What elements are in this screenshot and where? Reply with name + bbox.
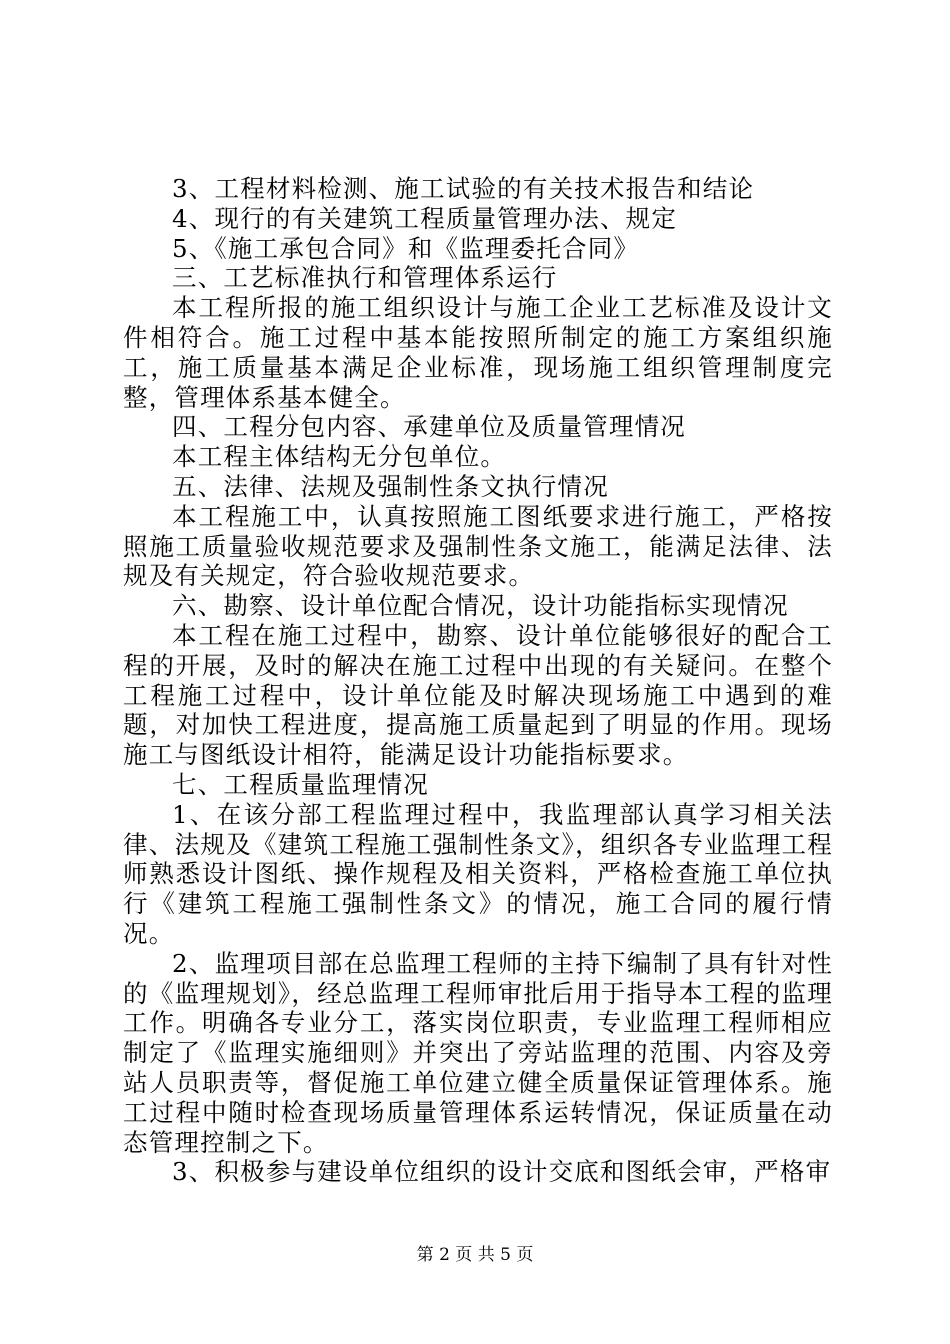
section-body-4: 本工程主体结构无分包单位。 <box>172 442 507 472</box>
section-7-item-1: 1、在该分部工程监理过程中，我监理部认真学习相关法律、法规及《建筑工程施工强制性条文》，组织各专业监理工程师熟悉设计图纸、操作规程及相关资料，严格检查施工单位执行《建筑工程施工强制性条文》的情况，施工合同的履行情况。 <box>123 799 833 948</box>
section-heading-6: 六、勘察、设计单位配合情况，设计功能指标实现情况 <box>172 591 789 621</box>
list-item-reference-5: 5、《施工承包合同》和《监理委托合同》 <box>172 233 640 263</box>
page-number-footer: 第 2 页 共 5 页 <box>416 1245 534 1265</box>
section-heading-7: 七、工程质量监理情况 <box>172 769 429 799</box>
section-heading-5: 五、法律、法规及强制性条文执行情况 <box>172 471 609 501</box>
section-7-item-2: 2、监理项目部在总监理工程师的主持下编制了具有针对性的《监理规划》，经总监理工程师审批后用于指导本工程的监理工作。明确各专业分工，落实岗位职责，专业监理工程师相应制定了《监理实施细则》并突出了旁站监理的范围、内容及旁站人员职责等，督促施工单位建立健全质量保证管理体系。施工过程中随时检查现场质量管理体系运转情况，保证质量在动态管理控制之下。 <box>123 948 833 1157</box>
list-item-reference-4: 4、现行的有关建筑工程质量管理办法、规定 <box>172 203 678 233</box>
list-item-reference-3: 3、工程材料检测、施工试验的有关技术报告和结论 <box>172 174 755 203</box>
section-body-3: 本工程所报的施工组织设计与施工企业工艺标准及设计文件相符合。施工过程中基本能按照所制定的施工方案组织施工，施工质量基本满足企业标准，现场施工组织管理制度完整，管理体系基本健全。 <box>123 293 833 412</box>
section-7-item-3: 3、积极参与建设单位组织的设计交底和图纸会审，严格审 <box>172 1157 832 1187</box>
document-body <box>123 174 833 1187</box>
section-heading-3: 三、工艺标准执行和管理体系运行 <box>172 263 558 293</box>
section-body-5: 本工程施工中，认真按照施工图纸要求进行施工，严格按照施工质量验收规范要求及强制性条文施工，能满足法律、法规及有关规定，符合验收规范要求。 <box>123 501 833 591</box>
section-heading-4: 四、工程分包内容、承建单位及质量管理情况 <box>172 412 686 442</box>
section-body-6: 本工程在施工过程中，勘察、设计单位能够很好的配合工程的开展，及时的解决在施工过程中出现的有关疑问。在整个工程施工过程中，设计单位能及时解决现场施工中遇到的难题，对加快工程进度，提高施工质量起到了明显的作用。现场施工与图纸设计相符，能满足设计功能指标要求。 <box>123 620 833 770</box>
